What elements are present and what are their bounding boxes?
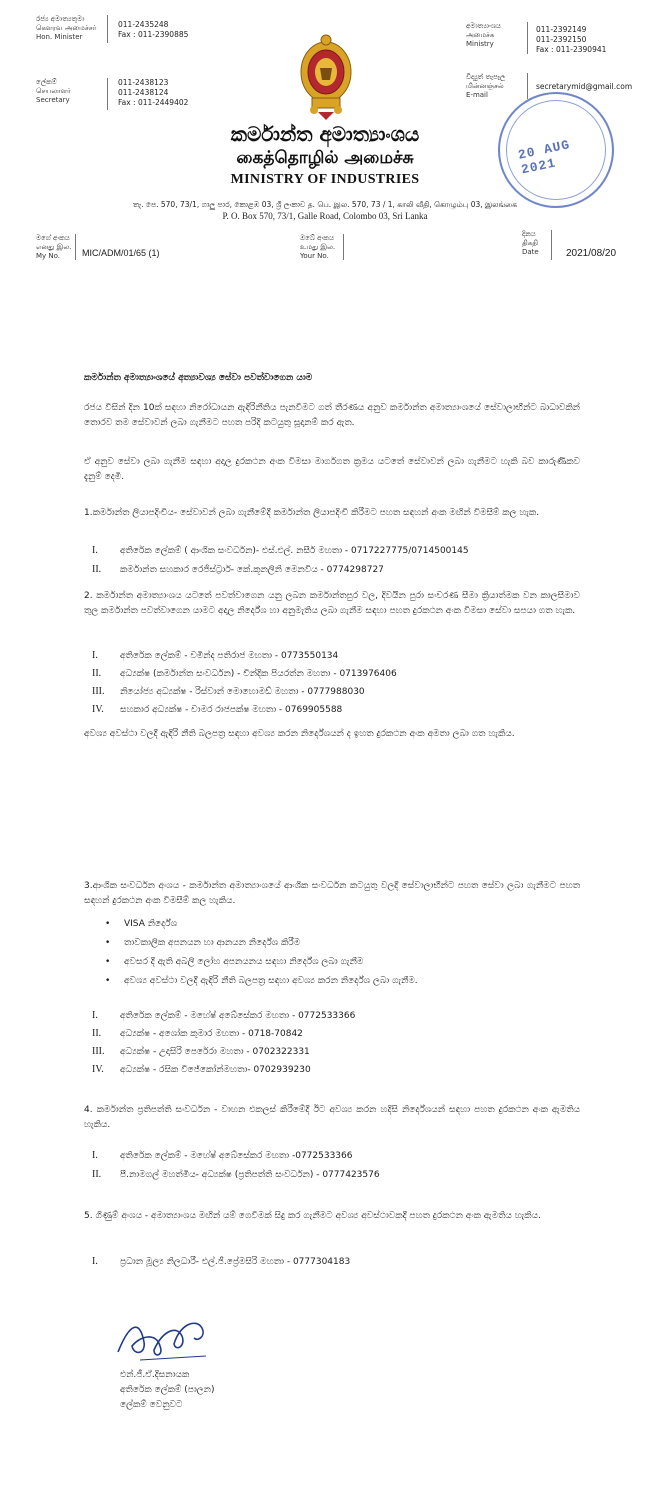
- item-text: අතිරේක ලේකම් ( ආංශික සංවර්ධන)- එස්.එල්. නසීර් මහතා - 0717227775/0714500145: [120, 546, 469, 556]
- secretary-label-ta: செயலாளர்: [36, 87, 71, 95]
- secretary-label-en: Secretary: [36, 96, 70, 104]
- ministry-tel-2: 011-2392150: [536, 35, 587, 44]
- item-number: III.: [92, 1046, 105, 1057]
- secretary-tel-2: 011-2438124: [118, 88, 169, 97]
- email-label-ta: மின்னஞ்சல்: [466, 82, 504, 90]
- item-number: I.: [92, 1010, 98, 1021]
- email-address[interactable]: secretarymid@gmail.com: [536, 82, 633, 91]
- your-no-label-si: ඔබේ අංකය: [300, 234, 334, 242]
- section-3-heading: 3.ආංශික සංවර්ධන අංශය - කර්මාන්ත අමාත්‍යාංශයේ ආංශික සංවර්ධන කටයුතු වලදී සේවාලාභීන්ට පහත සේවා ලබා ගැනීමට පහත සඳහන් දුරකථන අංක විමසීම් කල හැකිය.: [84, 881, 580, 906]
- section-4-heading: 4. කර්මාන්ත ප්‍රතිපත්ති සංවර්ධන - වාහන එකලස් කිරීමේදී ඊට අවශ්‍ය කරන හදිසි නිර්දේශයන් සඳහා පහත දුරකථන අංක ඇමතිය හැකිය.: [84, 1105, 580, 1130]
- bullet-icon: •: [105, 976, 111, 986]
- signatory-name: එන්.ජී.ඒ.දිසනායක: [120, 1370, 190, 1380]
- minister-label-en: Hon. Minister: [36, 33, 83, 41]
- instruction-paragraph: ඒ අනුව සේවා ලබා ගැනීම සඳහා අදාල දුරකථන අංක විමසා මාර්ගගත ක්‍රමය යටතේ සේවාවන් ලබා ගැනීමට හැකි බව කාරුණිකව දැනුම් දෙමි.: [84, 457, 580, 482]
- bullet-text: අවශ්‍ය අවස්ථා වලදී ඇඳිරි නීති බලපත්‍ර සඳහා අවශ්‍ය කරන නිර්දේශ ලබා ගැනීම.: [124, 976, 418, 986]
- signatory-details: [120, 1368, 214, 1413]
- minister-contact: [118, 20, 188, 40]
- item-number: II.: [92, 564, 102, 575]
- secretary-fax: Fax : 011-2449402: [118, 98, 189, 107]
- my-no-label-en: My No.: [36, 252, 61, 260]
- date-label-en: Date: [522, 248, 539, 256]
- item-number: IV.: [92, 1064, 104, 1075]
- item-number: III.: [92, 686, 105, 697]
- email-label: [466, 73, 505, 100]
- minister-label-si: රජ්‍ය අමාත්‍යතුමා: [36, 15, 85, 23]
- item-text: අධ්‍යක්ෂ - රසික විජේකෝන්මහතා- 0702939230: [120, 1065, 311, 1075]
- item-text: අධ්‍යක්ෂ (කර්මාන්ත සංවර්ධන) - චින්දික පියරත්න මහතා - 0713976406: [120, 669, 397, 679]
- your-no-label: [300, 234, 335, 261]
- secretary-contact: [118, 78, 188, 108]
- secretary-tel-1: 011-2438123: [118, 78, 169, 87]
- your-no-label-en: Your No.: [300, 252, 329, 260]
- date-value: 2021/08/20: [566, 248, 617, 259]
- my-no-label: [36, 234, 71, 261]
- ministry-label-en: Ministry: [466, 40, 494, 48]
- ministry-title-tamil: கைத்தொழில் அமைச்சு: [236, 148, 414, 168]
- email-label-si: විද්‍යුත් තැපෑල: [466, 73, 506, 81]
- handwritten-signature-icon: [110, 1312, 220, 1366]
- secretary-label: [36, 78, 71, 105]
- ministry-title-english: MINISTRY OF INDUSTRIES: [230, 172, 420, 187]
- address-local: තැ. පෙ. 570, 73/1, ගාලු පාර, කොළඹ 03, ශ්‍රී ලංකාව த. பெ. இல. 570, 73 / 1, காலி வீதி, கொழும்பு 03, இலங்கை: [132, 200, 517, 209]
- stamp-date: 20 AUG 2021: [516, 137, 572, 178]
- signatory-for: ලේකම් වෙනුවට: [120, 1400, 183, 1410]
- reference-bar: [0, 228, 650, 262]
- item-text: අතිරේක ලේකම් - මහේෂ් අබේසේකර මහතා - 0772533366: [120, 1011, 356, 1021]
- item-text: ප්‍රධාන මූල්‍ය නිලධාරී- එල්.ජී.ප්‍රේමසිරි මහතා - 0777304183: [120, 1257, 351, 1267]
- ministry-fax: Fax : 011-2390941: [536, 45, 607, 54]
- item-text: පී.නාමගල් මහත්මිය- අධ්‍යක්ෂ (ප්‍රතිපත්ති සංවර්ධන) - 0777423576: [120, 1170, 380, 1180]
- my-no-value: MIC/ADM/01/65 (1): [82, 248, 160, 258]
- bullet-icon: •: [105, 957, 111, 967]
- bullet-text: අවසර දී ඇති අබලි ලෝහ අපනයනය සඳහා නිර්දේශ ලබා ගැනීම: [124, 957, 364, 967]
- section-1-heading: 1.කර්මාන්ත ලියාපදිංචිය- සේවාවන් ලබා ගැනීමේදී කර්මාන්ත ලියාපදිංචි කිරීමට පහත සඳහන් අංක මඟින් විමසීම් කල හැක.: [84, 508, 540, 518]
- item-text: නියෝජ්‍ය අධ්‍යක්ෂ - රිස්වාන් මොහොමඩ් මහතා - 0777988030: [120, 687, 365, 697]
- subject-line: කර්මාන්ත අමාත්‍යාංශයේ අත්‍යාවශ්‍ය සේවා පවත්වාගෙන යාම: [84, 373, 313, 383]
- item-number: II.: [92, 1028, 102, 1039]
- minister-label: [36, 15, 96, 42]
- item-text: අතිරේක ලේකම් - චමින්ද පතිරාජ මහතා - 0773550134: [120, 651, 339, 661]
- address-english: P. O. Box 570, 73/1, Galle Road, Colombo 03, Sri Lanka: [222, 211, 428, 221]
- item-number: I.: [92, 650, 98, 661]
- item-text: අධ්‍යක්ෂ - උදාසිරි පෙරේරා මහතා - 0702322331: [120, 1047, 310, 1057]
- signatory-title: අතිරේක ලේකම් (පාලන): [120, 1385, 215, 1395]
- item-number: IV.: [92, 704, 104, 715]
- section-2-footer: අවශ්‍ය අවස්ථා වලදී ඇඳිරි නීති බලපත්‍ර සඳහා අවශ්‍ය කරන නිර්දේශයන් ද ඉහත දුරකථන අංක අමතා ලබා ගත හැකිය.: [84, 729, 515, 739]
- ministry-label-ta: அமைச்சு: [466, 31, 495, 39]
- item-number: II.: [92, 668, 102, 679]
- my-no-label-si: මගේ අංකය: [36, 234, 70, 242]
- bullet-text: VISA නිර්දේශ: [124, 919, 178, 929]
- ministry-title-sinhala: කර්මාන්ත අමාත්‍යාංශය: [230, 122, 420, 146]
- bullet-text: තාවකාලික අපනයන හා ආනයන නිර්දේශ කිරීම: [124, 938, 301, 948]
- item-text: අතිරේක ලේකම් - මහේෂ් අබේසේකර මහතා -0772533366: [120, 1151, 353, 1161]
- minister-label-ta: கௌரவ அமைச்சர்: [36, 24, 97, 32]
- item-text: අධ්‍යක්ෂ - අශෝක කුමාර මහතා - 0718-70842: [120, 1029, 303, 1039]
- ministry-contact: [536, 25, 606, 55]
- email-label-en: E-mail: [466, 91, 488, 99]
- your-no-label-ta: உமது இல.: [300, 243, 336, 251]
- bullet-icon: •: [105, 938, 111, 948]
- item-number: I.: [92, 1150, 98, 1161]
- ministry-tel-1: 011-2392149: [536, 25, 587, 34]
- minister-fax: Fax : 011-2390885: [118, 30, 189, 39]
- item-text: සහකාර අධ්‍යක්ෂ - චාමර රාජපක්ෂ මහතා - 0769905588: [120, 705, 343, 715]
- item-number: I.: [92, 545, 98, 556]
- date-label-ta: திகதி: [522, 239, 538, 247]
- ministry-label-si: අමාත්‍යාංශය: [466, 22, 501, 30]
- sri-lanka-emblem-icon: [298, 32, 354, 122]
- my-no-label-ta: எனது இல.: [36, 243, 72, 251]
- section-5-heading: 5. ගිණුම් අංශය - අමාත්‍යාංශය මඟින් යම් ගෙවීමක් සිදු කර ගැනීමට අවශ්‍ය අවස්ථාවකදී පහත දුරකථන අංක ඇමතිය හැකිය.: [84, 1211, 541, 1221]
- secretary-label-si: ලේකම්: [36, 78, 57, 86]
- item-number: I.: [92, 1256, 98, 1267]
- section-2-heading: 2. කර්මාන්ත අමාත්‍යාංශය යටතේ පවත්වාගෙන යනු ලබන කර්මාන්තපුර වල, දිවයින පුරා සංචරණ සීමා ක්‍රියාත්මක වන කාලසීමාව තුල කර්මාන්ත පවත්වාගෙන යාමට අදාල නිර්දේශ හා අනුමැතිය ලබා ගැනීම සඳහා පහත දුරකථන අංක විමසා සේවා සපයා ගත හැක.: [84, 591, 580, 616]
- bullet-icon: •: [105, 919, 111, 929]
- ministry-label: [466, 22, 501, 49]
- minister-tel: 011-2435248: [118, 20, 169, 29]
- received-date-stamp: [487, 81, 625, 219]
- item-text: කර්මාන්ත සහකාර රෙජිස්ට්‍රාර්- කේ.කූනලිනි මෙනවිය - 0774298727: [120, 565, 384, 575]
- item-number: II.: [92, 1169, 102, 1180]
- date-label: [522, 230, 539, 257]
- date-label-si: දිනය: [522, 230, 536, 238]
- intro-paragraph: රජය විසින් දින 10ක් සඳහා නිරෝධායන ඇඳිරිනීතිය පැනවීමට ගත් තීරණය අනුව කර්මාන්ත අමාත්‍යාංශයේ සේවාලාභීන්ට බාධාවකින් තොරව තම සේවාවන් ලබා ගැනීමට පහත පරිදි කටයුතු සූදානම් කර ඇත.: [84, 403, 580, 428]
